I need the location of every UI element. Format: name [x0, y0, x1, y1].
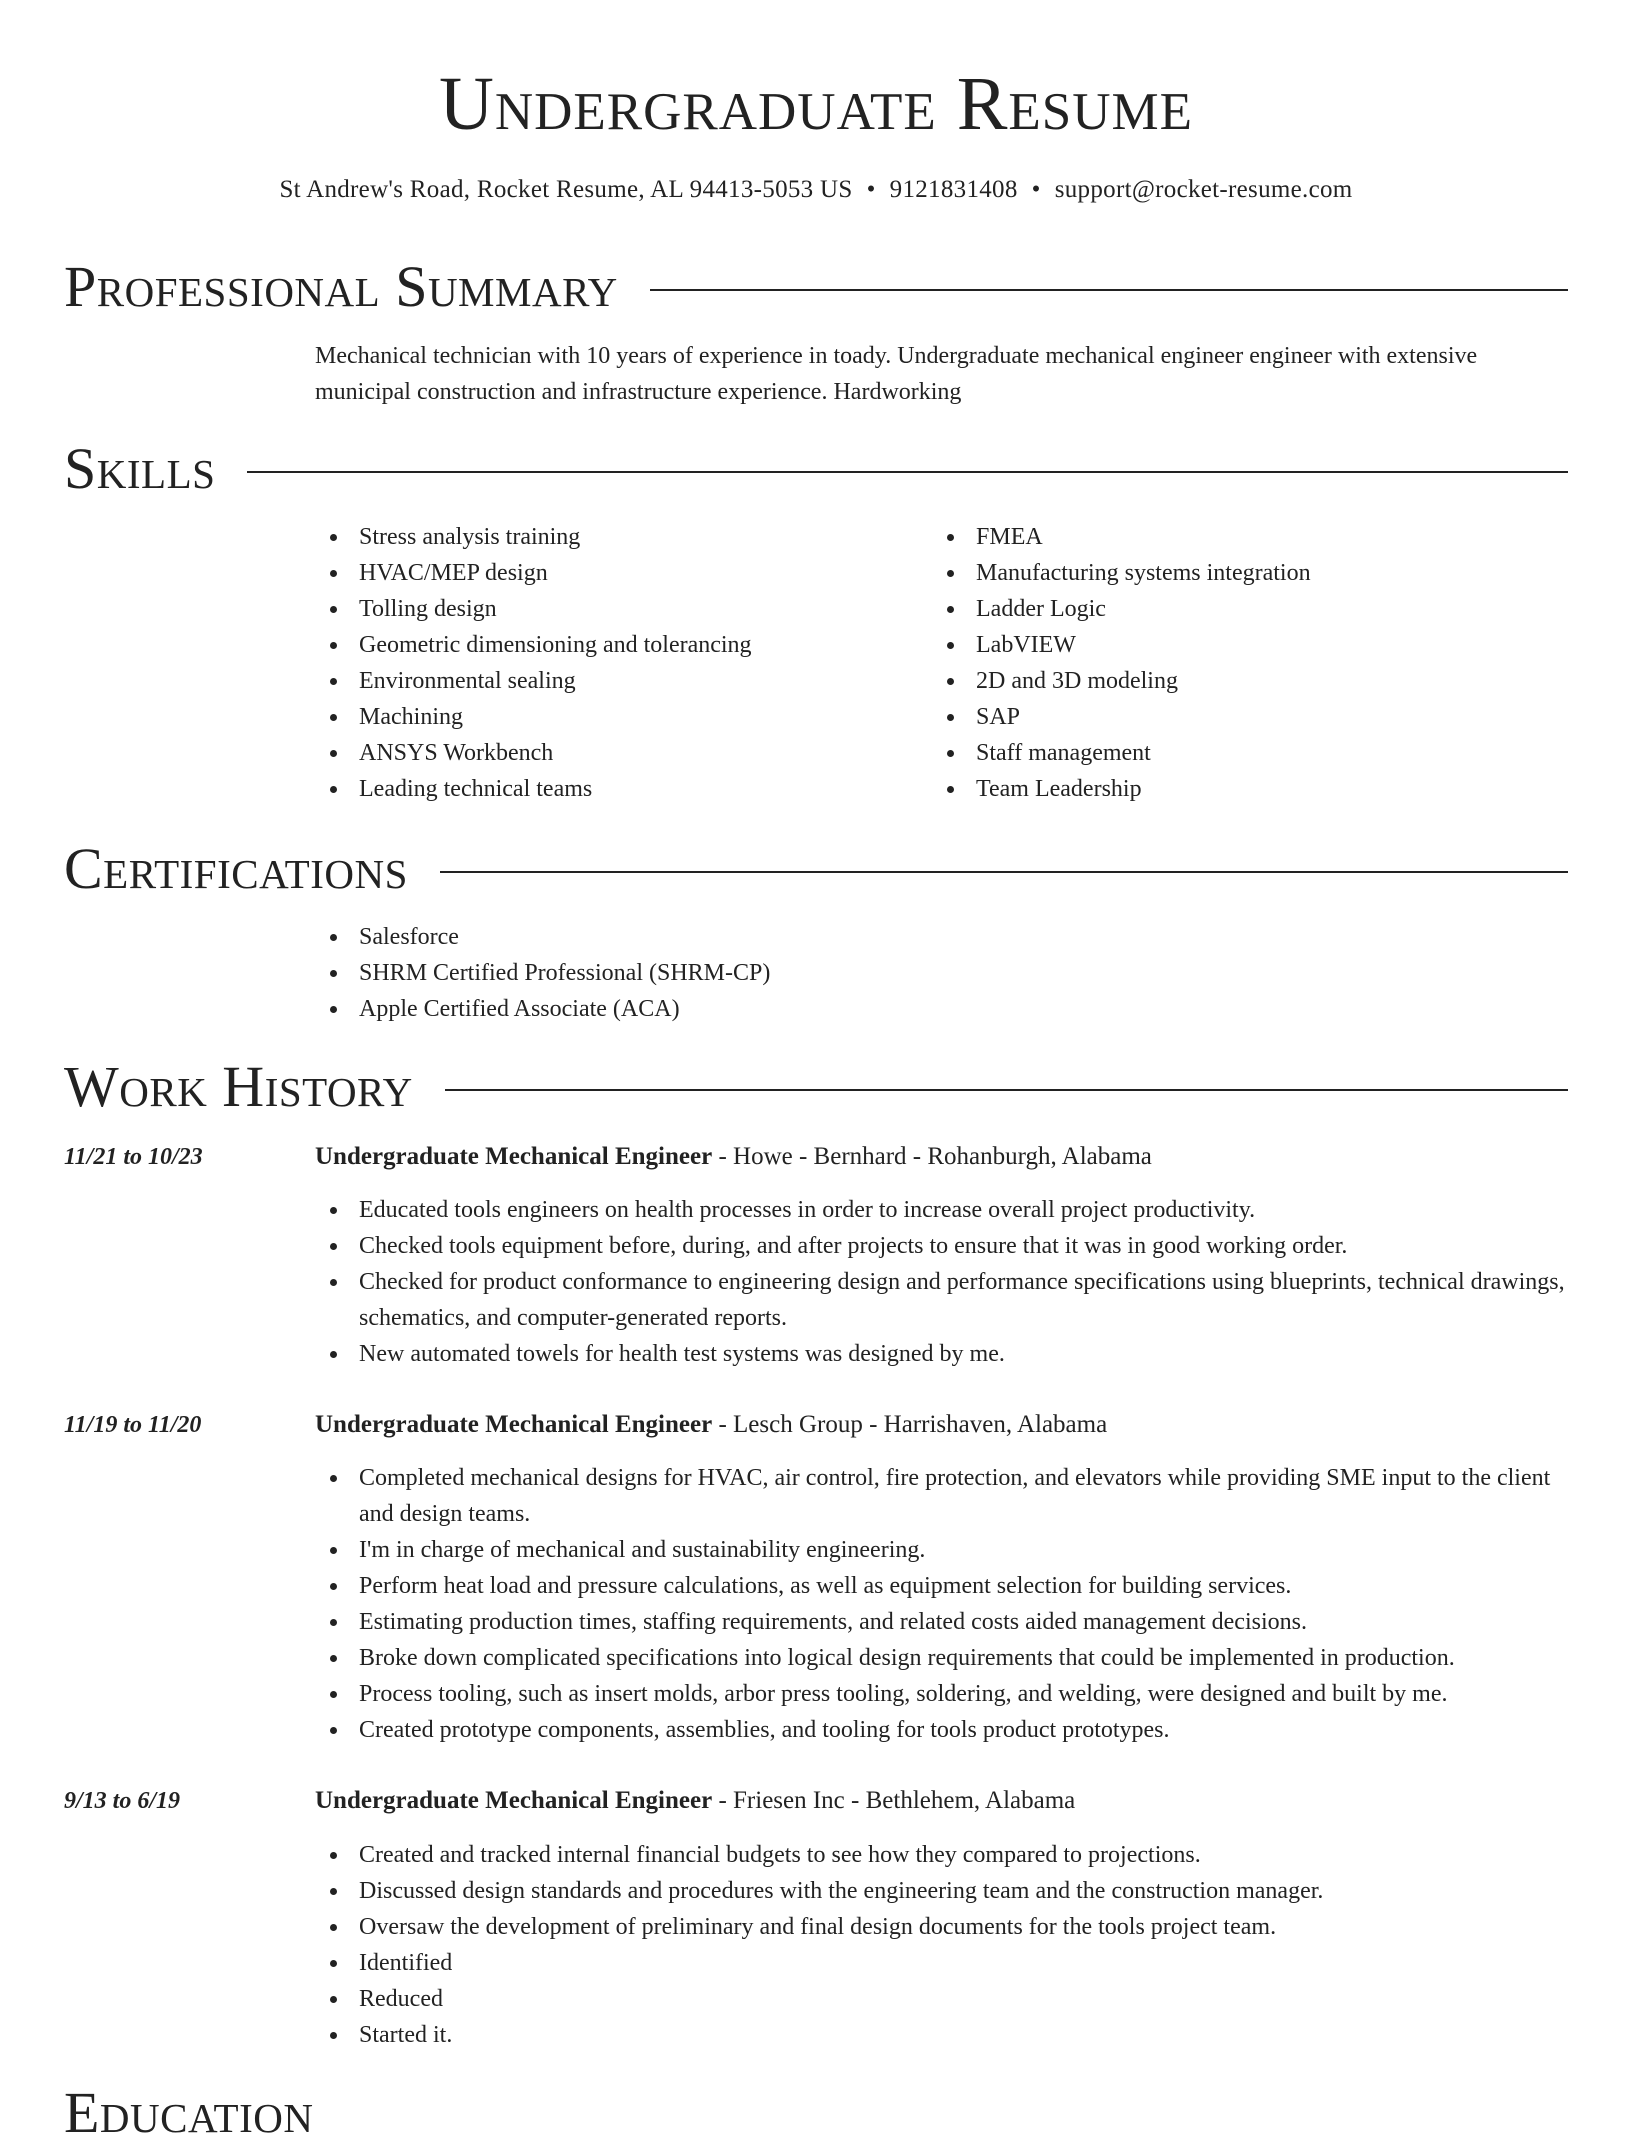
job-bullets — [315, 1837, 1590, 2053]
contact-email: support@rocket-resume.com — [1054, 176, 1353, 203]
certifications-list — [315, 919, 1515, 1027]
summary-section-header — [64, 252, 1568, 322]
job-bullet: Completed mechanical designs for HVAC, air control, fire protection, and elevators while providing SME input to the client and design teams. — [315, 1460, 1590, 1532]
job-bullet: Educated tools engineers on health processes in order to increase overall project productivity. — [315, 1192, 1590, 1228]
certification-item: Apple Certified Associate (ACA) — [315, 991, 1515, 1027]
skill-item: 2D and 3D modeling — [932, 663, 1572, 699]
certification-item: SHRM Certified Professional (SHRM-CP) — [315, 955, 1515, 991]
job-bullets — [315, 1460, 1590, 1748]
job-bullet: Created prototype components, assemblies, and tooling for tools product prototypes. — [315, 1712, 1590, 1748]
skill-item: Stress analysis training — [315, 519, 915, 555]
section-divider — [440, 871, 1568, 873]
skill-item: Team Leadership — [932, 771, 1572, 807]
job-employer: - Howe - Bernhard - Rohanburgh, Alabama — [712, 1143, 1152, 1170]
resume-name: Undergraduate Resume — [438, 62, 1194, 146]
job-bullet: New automated towels for health test systems was designed by me. — [315, 1336, 1590, 1372]
job-bullet: Checked tools equipment before, during, and after projects to ensure that it was in good working order. — [315, 1228, 1590, 1264]
job-bullet: Reduced — [315, 1981, 1590, 2017]
skill-item: Leading technical teams — [315, 771, 915, 807]
skill-item: HVAC/MEP design — [315, 555, 915, 591]
job-bullets — [315, 1192, 1590, 1372]
skill-item: Staff management — [932, 735, 1572, 771]
section-title-education: Education — [64, 2080, 314, 2145]
skill-item: Environmental sealing — [315, 663, 915, 699]
job-bullet: I'm in charge of mechanical and sustainability engineering. — [315, 1532, 1590, 1568]
skill-item: SAP — [932, 699, 1572, 735]
skills-list-left — [315, 519, 915, 807]
summary-text: Mechanical technician with 10 years of experience in toady. Undergraduate mechanical engineer engineer with extensive municipal construction and infrastructure experience. Hardworking — [315, 343, 1478, 405]
job-bullet: Broke down complicated specifications into logical design requirements that could be implemented in production. — [315, 1640, 1590, 1676]
section-title-skills: Skills — [64, 436, 216, 501]
skill-item: Manufacturing systems integration — [932, 555, 1572, 591]
job-dates: 9/13 to 6/19 — [64, 1788, 181, 1814]
job-heading — [315, 1139, 1152, 1175]
education-section-header — [64, 2078, 1568, 2148]
job-employer: - Lesch Group - Harrishaven, Alabama — [712, 1411, 1108, 1438]
job-dates: 11/21 to 10/23 — [64, 1144, 203, 1170]
skill-item: LabVIEW — [932, 627, 1572, 663]
job-heading — [315, 1407, 1107, 1443]
certification-item: Salesforce — [315, 919, 1515, 955]
job-bullet: Estimating production times, staffing requirements, and related costs aided management decisions. — [315, 1604, 1590, 1640]
job-bullet: Process tooling, such as insert molds, arbor press tooling, soldering, and welding, were designed and built by me. — [315, 1676, 1590, 1712]
contact-separator: • — [1031, 176, 1041, 203]
job-bullet: Identified — [315, 1945, 1590, 1981]
certifications-section-header — [64, 834, 1568, 904]
job-title: Undergraduate Mechanical Engineer — [315, 1143, 713, 1170]
section-title-summary: Professional Summary — [64, 254, 618, 319]
job-bullet: Created and tracked internal financial budgets to see how they compared to projections. — [315, 1837, 1590, 1873]
job-bullet: Checked for product conformance to engineering design and performance specifications using blueprints, technical drawings, schematics, and computer-generated reports. — [315, 1264, 1590, 1336]
job-bullet: Oversaw the development of preliminary and final design documents for the tools project team. — [315, 1909, 1590, 1945]
skill-item: Machining — [315, 699, 915, 735]
job-heading — [315, 1783, 1075, 1819]
job-title: Undergraduate Mechanical Engineer — [315, 1411, 713, 1438]
contact-address: St Andrew's Road, Rocket Resume, AL 94413-5053 US — [279, 176, 853, 203]
contact-phone: 9121831408 — [889, 176, 1018, 203]
skill-item: Tolling design — [315, 591, 915, 627]
job-employer: - Friesen Inc - Bethlehem, Alabama — [712, 1787, 1076, 1814]
job-dates: 11/19 to 11/20 — [64, 1412, 202, 1438]
contact-separator: • — [866, 176, 876, 203]
job-title: Undergraduate Mechanical Engineer — [315, 1787, 713, 1814]
skill-item: Ladder Logic — [932, 591, 1572, 627]
section-title-certifications: Certifications — [64, 836, 408, 901]
work-section-header — [64, 1052, 1568, 1122]
skills-section-header — [64, 434, 1568, 504]
section-divider — [650, 289, 1568, 291]
skill-item: FMEA — [932, 519, 1572, 555]
section-divider — [247, 471, 1568, 473]
skill-item: ANSYS Workbench — [315, 735, 915, 771]
contact-line — [0, 172, 1632, 208]
skill-item: Geometric dimensioning and tolerancing — [315, 627, 915, 663]
section-title-work-history: Work History — [64, 1054, 413, 1119]
section-divider — [445, 1089, 1568, 1091]
job-bullet: Perform heat load and pressure calculations, as well as equipment selection for building services. — [315, 1568, 1590, 1604]
skills-list-right — [932, 519, 1572, 807]
job-bullet: Discussed design standards and procedures with the engineering team and the construction manager. — [315, 1873, 1590, 1909]
job-bullet: Started it. — [315, 2017, 1590, 2053]
